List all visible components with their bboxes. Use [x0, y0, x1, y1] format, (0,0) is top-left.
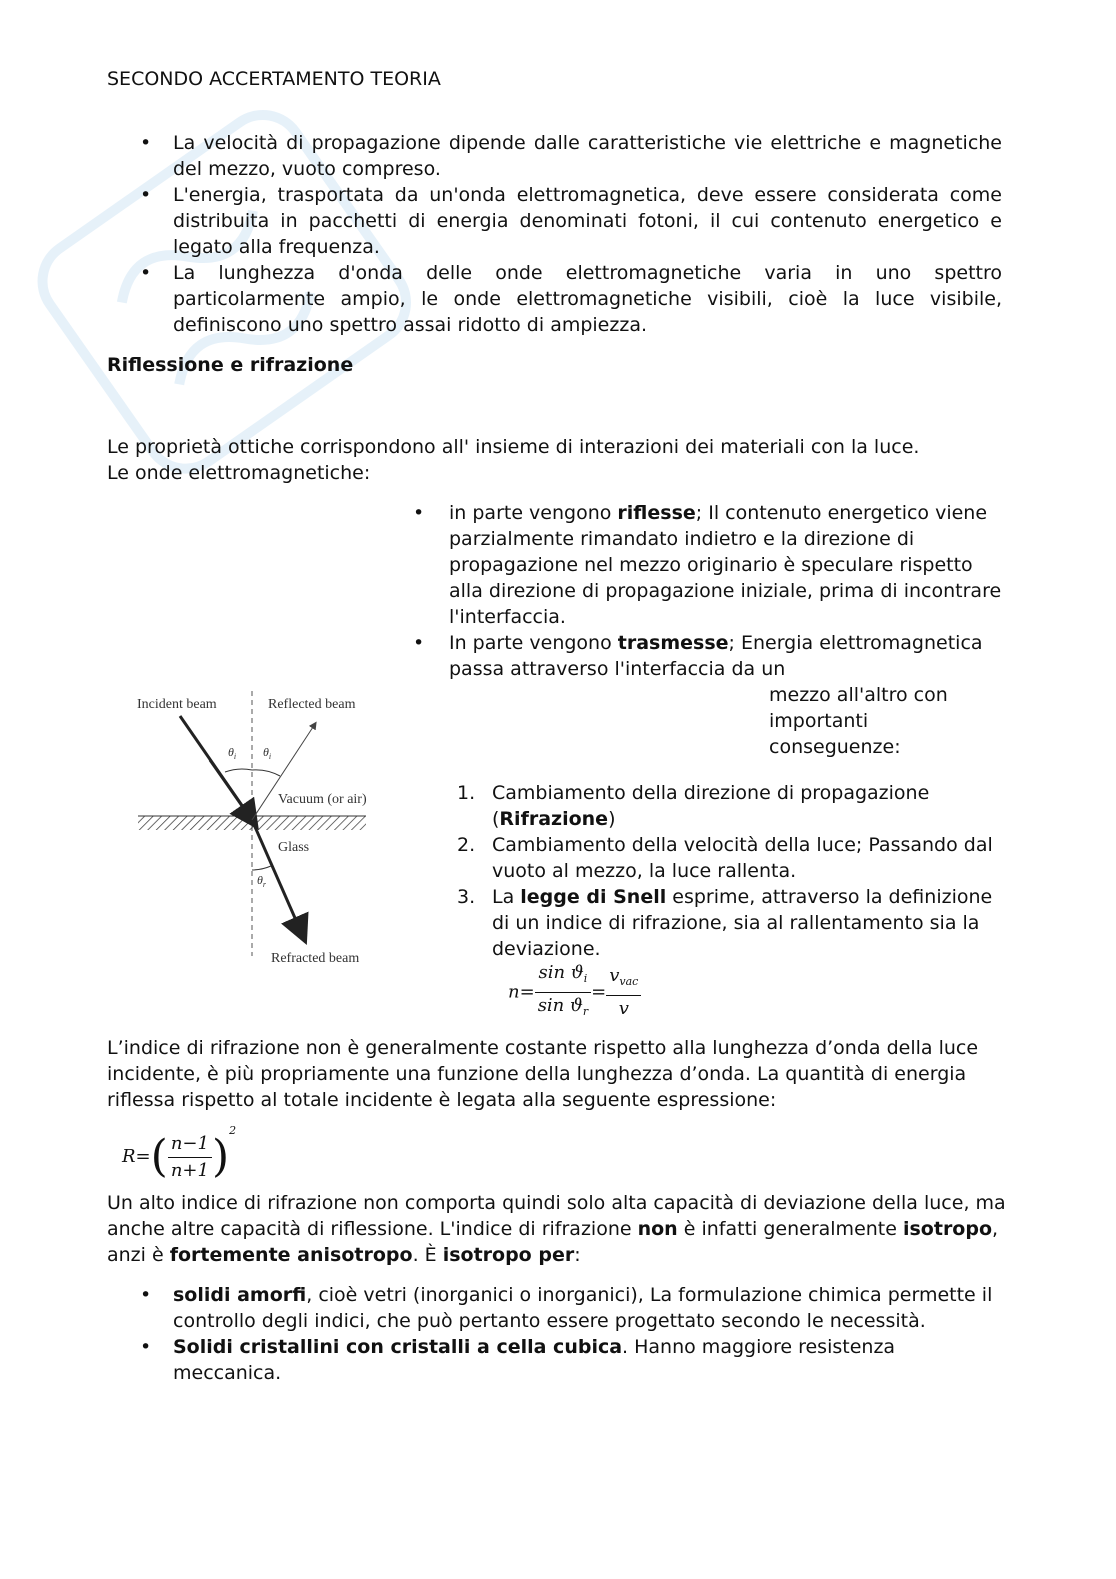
list-item — [457, 884, 1012, 962]
snell-formula — [508, 960, 641, 1025]
item-bold: legge di Snell — [520, 886, 667, 908]
paragraph-refraction-index: L’indice di rifrazione non è generalmente costante rispetto alla lunghezza d’onda della luce incidente, è più propriamente una funzione della lunghezza d’onda. La quantità di energia riflessa rispetto al totale incidente è legata alla seguente espressione: — [107, 1037, 979, 1111]
item-continuation: mezzo all'altro con — [769, 684, 948, 706]
text-run: Un alto indice di rifrazione non comporta quindi solo alta capacità di deviazione della luce, ma anche altre capacità di riflessione. L'indice di rifrazione — [107, 1192, 1006, 1240]
angle-arc-refracted — [252, 866, 271, 870]
item-bold: solidi amorfi — [173, 1284, 307, 1306]
glass-label: Glass — [278, 840, 310, 855]
formula-fraction — [168, 1131, 212, 1184]
list-item — [140, 260, 1002, 338]
intro-paragraph — [107, 434, 1007, 486]
item-bold: trasmesse — [617, 632, 729, 654]
paragraph-isotropy — [107, 1190, 1007, 1268]
list-item — [140, 130, 1002, 182]
list-item — [413, 500, 1009, 630]
text-bold: isotropo — [902, 1218, 993, 1240]
item-bold: Solidi cristallini con cristalli a cella cubica — [173, 1336, 623, 1358]
formula-numerator: $\sin ϑ_i$ — [535, 960, 591, 993]
angle-arc-reflected — [252, 770, 280, 776]
list-item — [413, 630, 1009, 760]
reflection-bullet-list — [413, 500, 1009, 760]
formula-fraction — [606, 963, 641, 1022]
formula-numerator: $v_{vac}$ — [606, 963, 641, 996]
text-run: è infatti generalmente — [677, 1218, 903, 1240]
item-number: 2. — [457, 834, 476, 856]
formula-exponent: 2 — [229, 1124, 237, 1137]
bullet-icon: • — [140, 1336, 152, 1358]
item-text: Cambiamento della direzione di propagazione ( — [492, 782, 930, 830]
bullet-icon: • — [140, 262, 152, 284]
formula-denominator: n+1 — [170, 1159, 209, 1181]
item-text: In parte vengono — [449, 632, 618, 654]
item-continuation: conseguenze: — [769, 736, 901, 758]
theta-i-label-right: $\theta_i$ — [263, 745, 272, 761]
item-text: La — [492, 886, 521, 908]
section-title: Riflessione e rifrazione — [107, 354, 354, 376]
bullet-icon: • — [413, 502, 425, 524]
list-item — [140, 1334, 1002, 1386]
item-number: 1. — [457, 782, 476, 804]
consequences-list — [457, 780, 1012, 962]
list-item — [140, 182, 1002, 260]
formula-numerator: n−1 — [168, 1131, 212, 1158]
paren-left-icon: ( — [150, 1131, 168, 1182]
text-bold: non — [637, 1218, 678, 1240]
text-bold: fortemente anisotropo — [169, 1244, 413, 1266]
item-text: ; Il contenuto energetico viene parzialmente rimandato indietro e la direzione di propagazione nel mezzo originario è speculare rispetto alla direzione di propagazione iniziale, prima di incontrare l'interfaccia. — [449, 502, 1002, 628]
refraction-diagram — [130, 686, 390, 971]
text-run: . È — [412, 1244, 443, 1266]
item-text: , cioè vetri (inorganici o inorganici), La formulazione chimica permette il controllo degli indici, che può pertanto essere progettato secondo le necessità. — [173, 1284, 993, 1332]
item-continuation: importanti — [769, 710, 869, 732]
reflectance-formula — [122, 1118, 236, 1184]
theta-i-label: $\theta_i$ — [228, 745, 237, 761]
formula-equals: = — [591, 981, 607, 1003]
text-bold: isotropo per — [442, 1244, 575, 1266]
angle-arc-incident — [225, 769, 252, 772]
list-item-text: La lunghezza d'onda delle onde elettromagnetiche varia in uno spettro particolarmente ampio, le onde elettromagnetiche visibili, cioè la luce visibile, definiscono uno spettro assai ridotto di ampiezza. — [173, 262, 1002, 336]
bullet-icon: • — [140, 1284, 152, 1306]
theta-r-label: $\theta_r$ — [257, 873, 267, 889]
list-item-text: La velocità di propagazione dipende dalle caratteristiche vie elettriche e magnetiche del mezzo, vuoto compreso. — [173, 132, 1002, 180]
list-item — [140, 1282, 1002, 1334]
item-text: in parte vengono — [449, 502, 618, 524]
item-text: Cambiamento della velocità della luce; Passando dal vuoto al mezzo, la luce rallenta. — [492, 834, 993, 882]
item-text: . Hanno maggiore resistenza meccanica. — [173, 1336, 896, 1384]
top-bullet-list — [140, 130, 1002, 338]
formula-fraction — [535, 960, 591, 1025]
bullet-icon: • — [140, 132, 152, 154]
bullet-icon: • — [413, 632, 425, 654]
intro-line-2: Le onde elettromagnetiche: — [107, 462, 371, 484]
paren-right-icon: ) — [211, 1131, 230, 1182]
isotropic-materials-list — [140, 1282, 1002, 1386]
item-text: ) — [608, 808, 616, 830]
item-text: esprime, attraverso la definizione di un indice di rifrazione, sia al rallentamento sia la deviazione. — [492, 886, 993, 960]
item-number: 3. — [457, 886, 476, 908]
formula-denominator: $\sin ϑ_r$ — [537, 995, 589, 1018]
formula-lhs: R= — [122, 1146, 151, 1167]
refracted-beam-label: Refracted beam — [271, 951, 360, 966]
list-item — [457, 832, 1012, 884]
text-run: : — [574, 1244, 581, 1266]
formula-denominator: v — [618, 998, 629, 1019]
list-item-text: L'energia, trasportata da un'onda elettromagnetica, deve essere considerata come distribuita in pacchetti di energia denominati fotoni, il cui contenuto energetico e legato alla frequenza. — [173, 184, 1002, 258]
incident-beam-label: Incident beam — [137, 697, 217, 712]
page-header: SECONDO ACCERTAMENTO TEORIA — [107, 68, 441, 90]
item-bold: Rifrazione — [499, 808, 609, 830]
item-bold: riflesse — [617, 502, 696, 524]
intro-line-1: Le proprietà ottiche corrispondono all' insieme di interazioni dei materiali con la luce. — [107, 436, 920, 458]
formula-lhs: n= — [508, 981, 535, 1003]
vacuum-label: Vacuum (or air) — [278, 792, 367, 807]
reflected-beam-label: Reflected beam — [268, 697, 356, 712]
text-run: , anzi è — [107, 1218, 999, 1266]
bullet-icon: • — [140, 184, 152, 206]
list-item — [457, 780, 1012, 832]
item-text: ; Energia elettromagnetica passa attraverso l'interfaccia da un — [449, 632, 983, 680]
